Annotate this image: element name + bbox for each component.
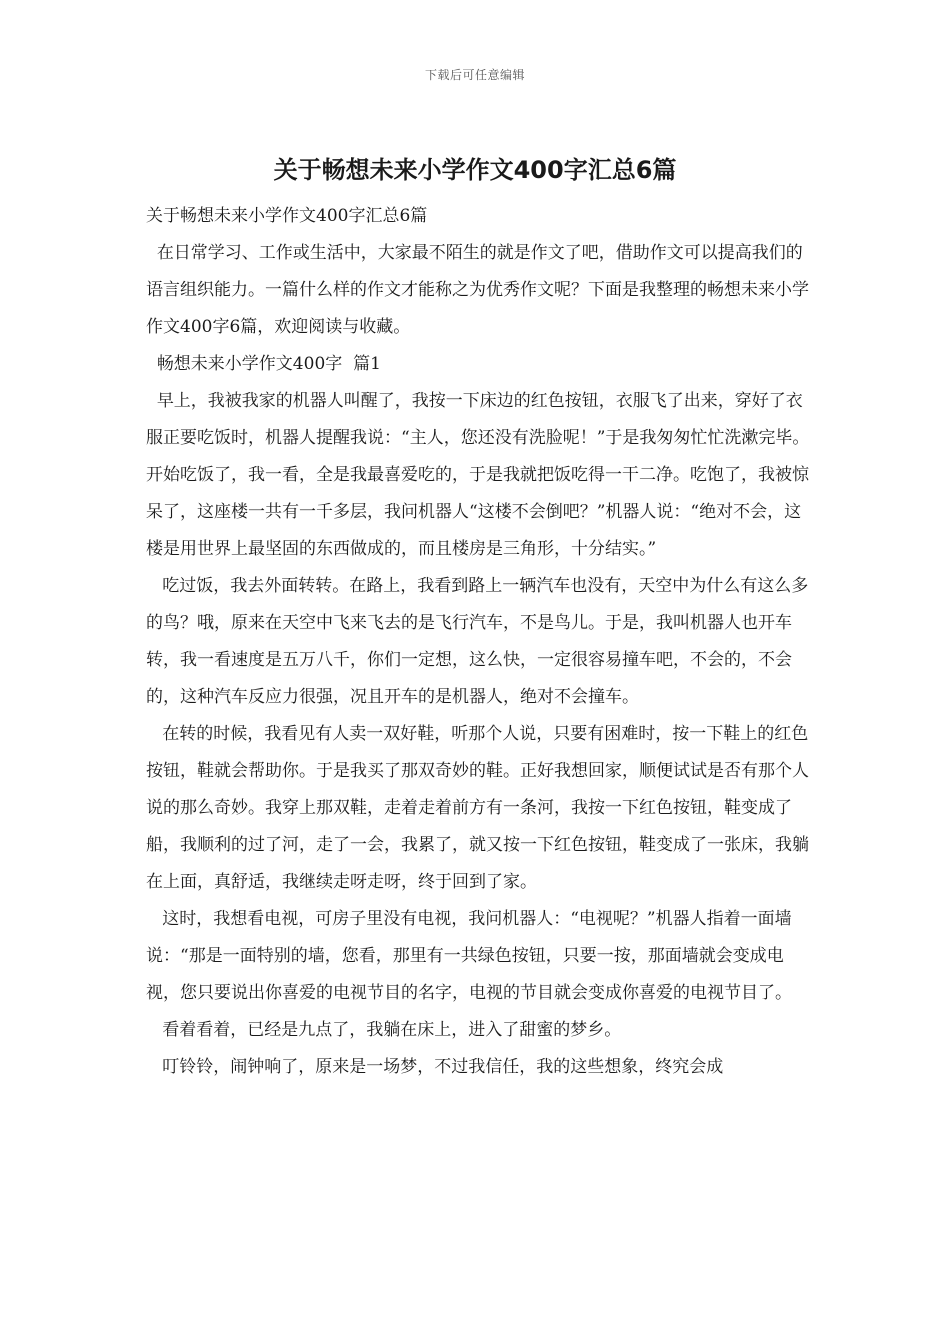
body-paragraph: 叮铃铃，闹钟响了，原来是一场梦，不过我信任，我的这些想象，终究会成	[146, 1057, 724, 1077]
body-paragraph: 早上，我被我家的机器人叫醒了，我按一下床边的红色按钮，衣服飞了出来，穿好了衣服正要吃饭时，机器人提醒我说：“主人，您还没有洗脸呢！”于是我匆匆忙忙洗漱完毕。开始吃饭了，我一看，全是我最喜爱吃的，于是我就把饭吃得一干二净。吃饱了，我被惊呆了，这座楼一共有一千多层，我问机器人“这楼不会倒吧？”机器人说：“绝对不会，这楼是用世界上最坚固的东西做成的，而且楼房是三角形，十分结实。”	[146, 391, 810, 559]
subtitle-line: 关于畅想未来小学作文400字汇总6篇	[146, 206, 428, 226]
header-note: 下载后可任意编辑	[424, 68, 525, 82]
intro-paragraph: 在日常学习、工作或生活中，大家最不陌生的就是作文了吧，借助作文可以提高我们的语言组织能力。一篇什么样的作文才能称之为优秀作文呢？下面是我整理的畅想未来小学作文400字6篇，欢迎阅读与收藏。	[146, 243, 809, 337]
body-paragraph: 吃过饭，我去外面转转。在路上，我看到路上一辆汽车也没有，天空中为什么有这么多的鸟？哦，原来在天空中飞来飞去的是飞行汽车，不是鸟儿。于是，我叫机器人也开车转，我一看速度是五万八千，你们一定想，这么快，一定很容易撞车吧，不会的，不会的，这种汽车反应力很强，况且开车的是机器人，绝对不会撞车。	[146, 576, 809, 707]
body-paragraph: 在转的时候，我看见有人卖一双好鞋，听那个人说，只要有困难时，按一下鞋上的红色按钮，鞋就会帮助你。于是我买了那双奇妙的鞋。正好我想回家，顺便试试是否有那个人说的那么奇妙。我穿上那双鞋，走着走着前方有一条河，我按一下红色按钮，鞋变成了船，我顺利的过了河，走了一会，我累了，就又按一下红色按钮，鞋变成了一张床，我躺在上面，真舒适，我继续走呀走呀，终于回到了家。	[146, 724, 809, 892]
section-heading: 畅想未来小学作文400字 篇1	[146, 354, 381, 374]
body-paragraph: 看着看着，已经是九点了，我躺在床上，进入了甜蜜的梦乡。	[146, 1020, 622, 1040]
body-paragraph: 这时，我想看电视，可房子里没有电视，我问机器人：“电视呢？”机器人指着一面墙说：“那是一面特别的墙，您看，那里有一共绿色按钮，只要一按，那面墙就会变成电视，您只要说出你喜爱的电视节目的名字，电视的节目就会变成你喜爱的电视节目了。	[146, 909, 792, 1003]
document-body	[146, 198, 816, 1086]
document-title: 关于畅想未来小学作文400字汇总6篇	[273, 156, 677, 184]
